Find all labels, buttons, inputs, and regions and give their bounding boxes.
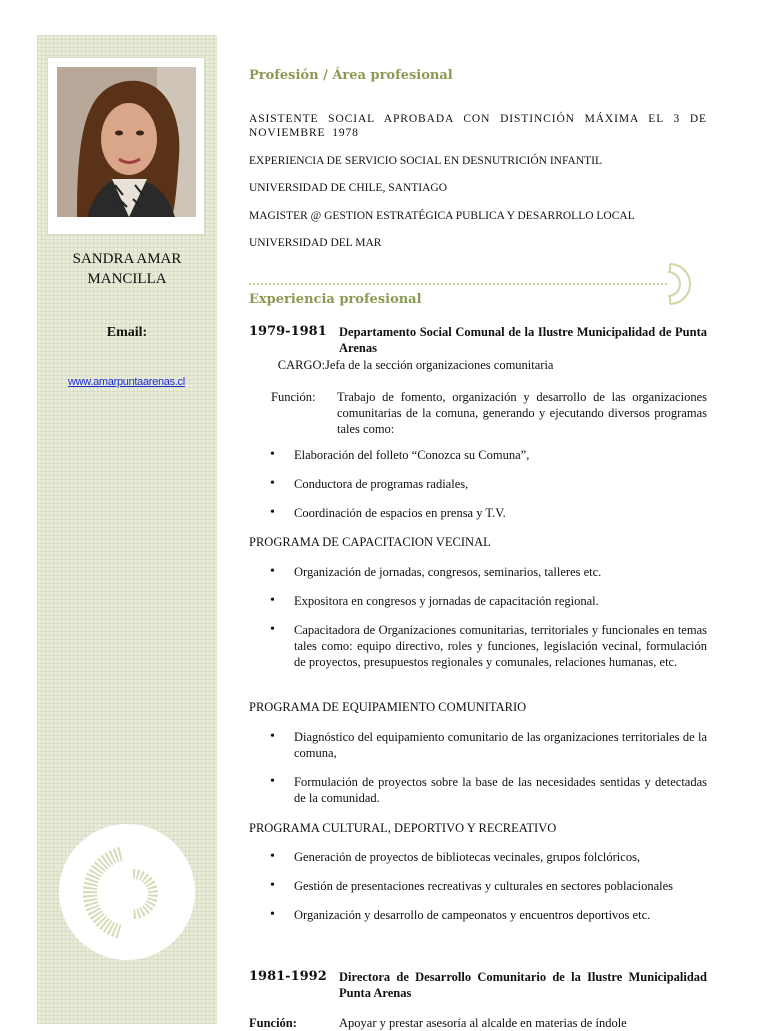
funcion-text: Trabajo de fomento, organización y desarrollo de las organizaciones comunitarias de la comuna, generando y ejecutando diversos programas tales como:	[337, 390, 707, 436]
logo-watermark	[59, 824, 195, 960]
program-title: PROGRAMA CULTURAL, DEPORTIVO Y RECREATIVO	[249, 821, 557, 835]
sidebar	[37, 35, 217, 1024]
list-item: • Organización y desarrollo de campeonatos y encuentros deportivos etc.	[249, 907, 707, 923]
job1-bullet-list	[249, 447, 707, 521]
profession-section	[249, 68, 707, 83]
list-item: • Coordinación de espacios en prensa y T.V.	[249, 505, 707, 521]
profession-line-5: UNIVERSIDAD DEL MAR	[249, 237, 382, 249]
program-title: PROGRAMA DE EQUIPAMIENTO COMUNITARIO	[249, 700, 527, 714]
cargo-value: Jefa de la sección organizaciones comunitaria	[325, 358, 554, 372]
profession-title: Profesión / Área profesional	[249, 68, 453, 83]
funcion-label: Función:	[271, 390, 316, 404]
logo-icon	[59, 824, 195, 960]
program-title: PROGRAMA DE CAPACITACION VECINAL	[249, 535, 491, 549]
program-1-list	[249, 564, 707, 670]
job-org: Directora de Desarrollo Comunitario de la Ilustre Municipalidad Punta Arenas	[339, 970, 707, 1000]
profession-line-1: ASISTENTE SOCIAL APROBADA CON DISTINCIÓN MÁXIMA EL 3 DE NOVIEMBRE 1978	[249, 113, 707, 139]
list-item: • Conductora de programas radiales,	[249, 476, 707, 492]
job-1979-function	[249, 389, 707, 437]
list-item: • Gestión de presentaciones recreativas y culturales en sectores poblacionales	[249, 878, 707, 894]
funcion-label: Función:	[249, 1016, 297, 1030]
list-item: • Capacitadora de Organizaciones comunitarias, territoriales y funcionales en temas tales como: equipo directivo, roles y funciones, legislación vecinal, formulación de proyectos, presupuestos regionales y comunales, relaciones humanas, etc.	[249, 622, 707, 670]
job-years: 1979-1981	[249, 324, 327, 339]
email-label: Email:	[106, 325, 148, 340]
list-item: • Diagnóstico del equipamiento comunitario de las organizaciones territoriales de la comuna,	[249, 729, 707, 761]
website-link[interactable]: www.amarpuntaarenas.cl	[68, 376, 185, 388]
person-name: SANDRA AMAR MANCILLA	[72, 251, 182, 287]
job-1981-function	[249, 1015, 707, 1031]
profile-photo	[57, 67, 196, 217]
job-1979	[249, 324, 707, 373]
cargo-label: CARGO:	[277, 358, 325, 372]
job-1981	[249, 969, 707, 1001]
job-years: 1981-1992	[249, 969, 327, 984]
profile-photo-frame	[47, 57, 205, 235]
list-item: • Formulación de proyectos sobre la base de las necesidades sentidas y detectadas de la comunidad.	[249, 774, 707, 806]
profession-line-2: EXPERIENCIA DE SERVICIO SOCIAL EN DESNUTRICIÓN INFANTIL	[249, 155, 603, 167]
experience-title: Experiencia profesional	[249, 292, 422, 307]
funcion-text: Apoyar y prestar asesoría al alcalde en materias de índole	[339, 1016, 627, 1030]
list-item: • Generación de proyectos de bibliotecas vecinales, grupos folclóricos,	[249, 849, 707, 865]
program-2-list	[249, 729, 707, 806]
list-item: • Expositora en congresos y jornadas de capacitación regional.	[249, 593, 707, 609]
profession-line-4: MAGISTER @ GESTION ESTRATÉGICA PUBLICA Y DESARROLLO LOCAL	[249, 210, 635, 222]
list-item: • Elaboración del folleto “Conozca su Comuna”,	[249, 447, 707, 463]
list-item: • Organización de jornadas, congresos, seminarios, talleres etc.	[249, 564, 707, 580]
profession-line-3: UNIVERSIDAD DE CHILE, SANTIAGO	[249, 182, 448, 194]
job-org: Departamento Social Comunal de la Ilustre Municipalidad de Punta Arenas	[339, 325, 707, 355]
program-3-list	[249, 849, 707, 923]
